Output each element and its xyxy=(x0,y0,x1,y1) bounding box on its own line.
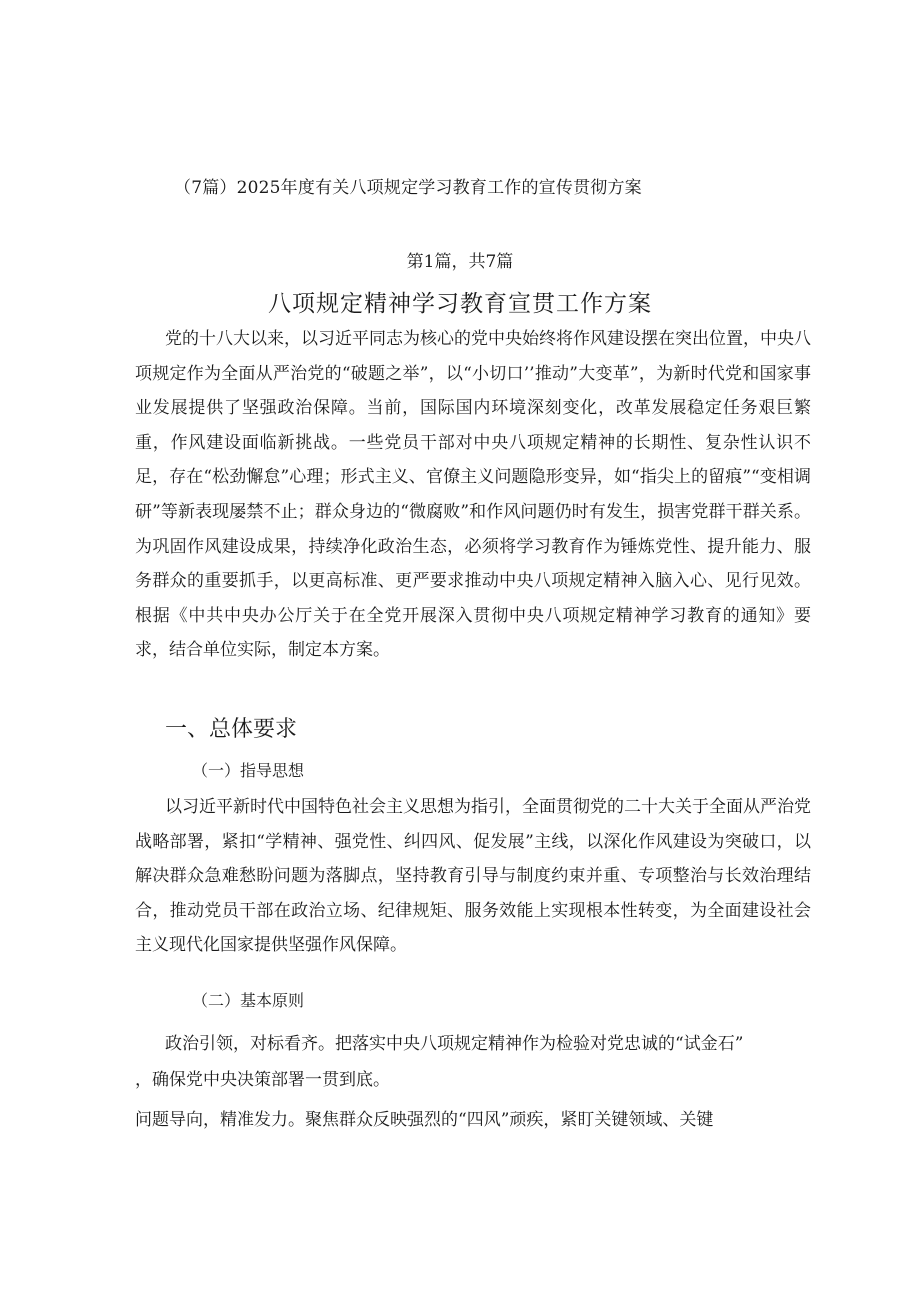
part-label: 第1篇，共7篇 xyxy=(406,252,514,272)
guiding-thought-text: 以习近平新时代中国特色社会主义思想为指引，全面贯彻党的二十大关于全面从严治党战略部署，紧扣“学精神、强党性、纠四风、促发展”主线，以深化作风建设为突破口，以解决群众急难愁盼问题为落脚点，坚持教育引导与制度约束并重、专项整治与长效治理结合，推动党员干部在政治立场、纪律规矩、服务效能上实现根本性转变，为全面建设社会主义现代化国家提供坚强作风保障。 xyxy=(135,797,811,956)
principle-political-line2: ，确保党中央决策部署一贯到底。 xyxy=(135,1070,390,1090)
intro-paragraph xyxy=(135,322,811,668)
main-title: 八项规定精神学习教育宣贯工作方案 xyxy=(268,291,652,317)
subheading-guiding-thought: （一）指导思想 xyxy=(192,761,305,780)
principle-political-line1: 政治引领，对标看齐。把落实中央八项规定精神作为检验对党忠诚的“试金石” xyxy=(165,1034,744,1054)
intro-text: 党的十八大以来，以习近平同志为核心的党中央始终将作风建设摆在突出位置，中央八项规定作为全面从严治党的“破题之举”，以“小切口’’推动”大变革”，为新时代党和国家事业发展提供了坚强政治保障。当前，国际国内环境深刻变化，改革发展稳定任务艰巨繁重，作风建设面临新挑战。一些党员干部对中央八项规定精神的长期性、复杂性认识不足，存在“松劲懈怠”心理；形式主义、官僚主义问题隐形变异，如“指尖上的留痕”“变相调研”等新表现屡禁不止；群众身边的“微腐败”和作风问题仍时有发生，损害党群干群关系。为巩固作风建设成果，持续净化政治生态，必须将学习教育作为锤炼党性、提升能力、服务群众的重要抓手，以更高标准、更严要求推动中央八项规定精神入脑入心、见行见效。根据《中共中央办公厅关于在全党开展深入贯彻中央八项规定精神学习教育的通知》要求，结合单位实际，制定本方案。 xyxy=(135,329,811,661)
subheading-basic-principles: （二）基本原则 xyxy=(192,991,305,1010)
principle-problem-oriented: 问题导向，精准发力。聚焦群众反映强烈的“四风”顽疾，紧盯关键领域、关键 xyxy=(135,1110,714,1130)
document-title: （7篇）2025年度有关八项规定学习教育工作的宣传贯彻方案 xyxy=(174,178,642,198)
section-heading-general-requirements: 一、总体要求 xyxy=(165,717,298,742)
guiding-thought-paragraph xyxy=(135,790,811,963)
